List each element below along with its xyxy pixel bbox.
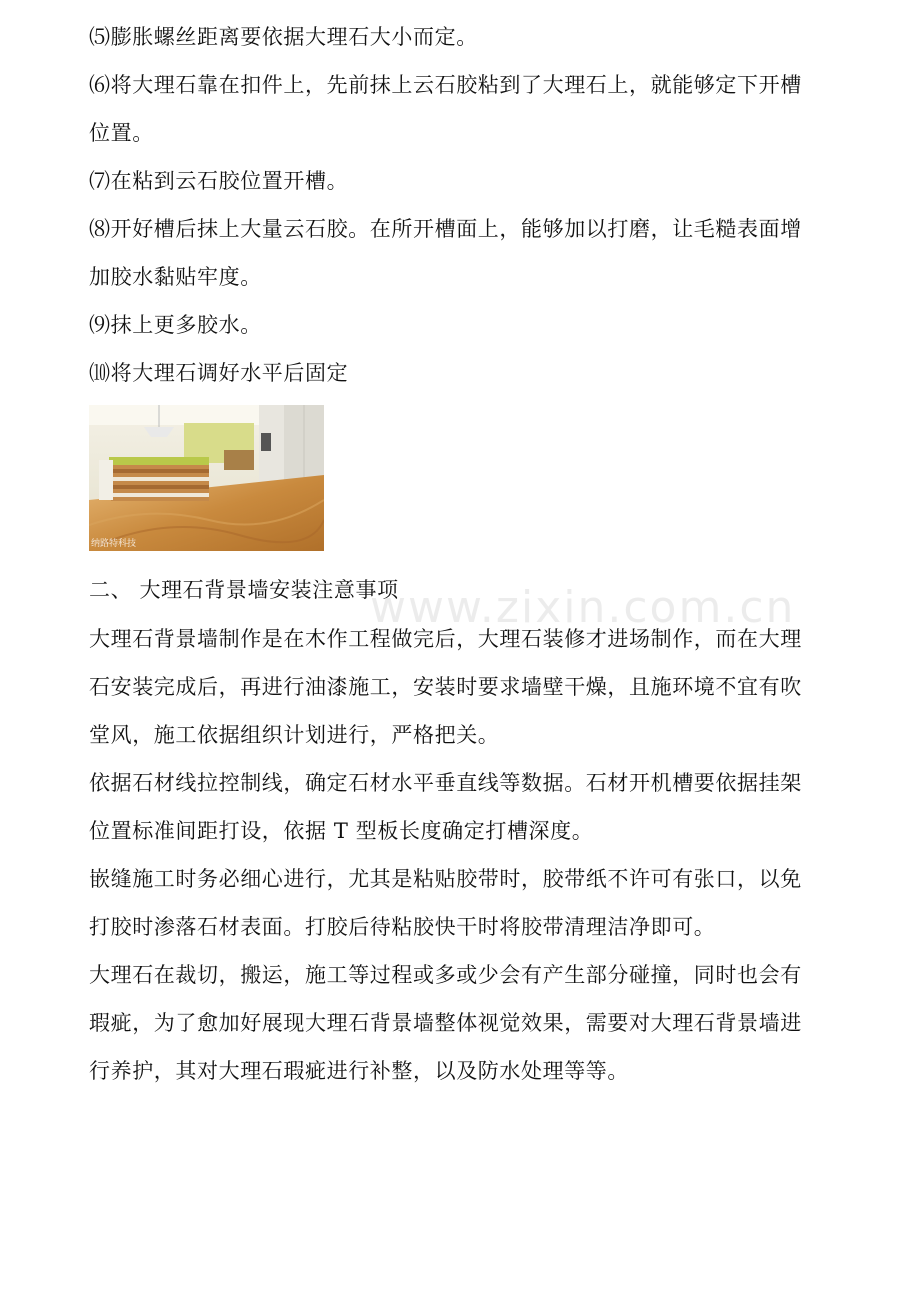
paragraph-1-line-1: 大理石背景墙制作是在木作工程做完后，大理石装修才进场制作，而在大理 [89,627,802,651]
step-6-text-cont: 位置。 [89,121,154,145]
kitchen-illustration [89,405,324,551]
paragraph-3-line-2: 打胶时渗落石材表面。打胶后待粘胶快干时将胶带清理洁净即可。 [89,915,716,939]
photo-caption: 纳路特科技 [91,539,137,549]
paragraph-4-line-2: 瑕疵，为了愈加好展现大理石背景墙整体视觉效果，需要对大理石背景墙进 [89,1011,802,1035]
step-5-text: ⑸膨胀螺丝距离要依据大理石大小而定。 [89,25,478,49]
paragraph-4-line-1: 大理石在裁切，搬运，施工等过程或多或少会有产生部分碰撞，同时也会有 [89,963,802,987]
step-7-text: ⑺在粘到云石胶位置开槽。 [89,169,349,193]
paragraph-4-line-3: 行养护，其对大理石瑕疵进行补整，以及防水处理等等。 [89,1059,629,1083]
step-9-text: ⑼抹上更多胶水。 [89,313,262,337]
watermark-text: www.zixin.com.cn [370,582,796,633]
step-10-text: ⑽将大理石调好水平后固定 [89,361,349,385]
step-6-text: ⑹将大理石靠在扣件上，先前抹上云石胶粘到了大理石上，就能够定下开槽 [89,73,802,97]
paragraph-1-line-2: 石安装完成后，再进行油漆施工，安装时要求墙壁干燥，且施环境不宜有吹 [89,675,802,699]
section-heading: 二、 大理石背景墙安装注意事项 [89,578,399,602]
paragraph-1-line-3: 堂风，施工依据组织计划进行，严格把关。 [89,723,500,747]
paragraph-2-line-2: 位置标准间距打设，依据 T 型板长度确定打槽深度。 [89,819,594,843]
paragraph-3-line-1: 嵌缝施工时务必细心进行，尤其是粘贴胶带时，胶带纸不许可有张口，以免 [89,867,802,891]
step-8-text-cont: 加胶水黏贴牢度。 [89,265,262,289]
kitchen-photo [89,405,324,551]
step-8-text: ⑻开好槽后抹上大量云石胶。在所开槽面上，能够加以打磨，让毛糙表面增 [89,217,802,241]
paragraph-2-line-1: 依据石材线拉控制线，确定石材水平垂直线等数据。石材开机槽要依据挂架 [89,771,802,795]
